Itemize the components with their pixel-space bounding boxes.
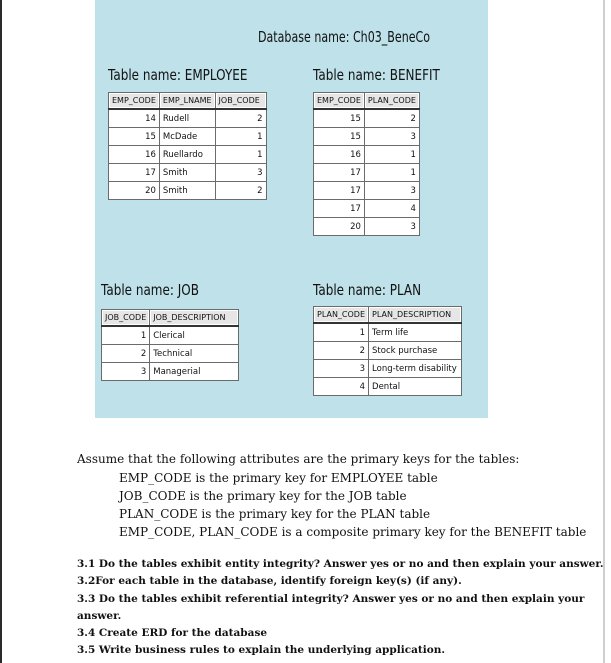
benefit-emp-code-cell: 20: [314, 218, 365, 236]
table-row: [314, 146, 420, 164]
plan-code-cell: 4: [314, 378, 369, 396]
plan-table-title: Table name: PLAN: [313, 281, 422, 299]
plan-description-cell: Dental: [369, 378, 462, 396]
question-3-4: 3.4 Create ERD for the database: [77, 627, 268, 639]
plan-col-plan-description: PLAN_DESCRIPTION: [369, 307, 462, 324]
table-row: [102, 363, 239, 381]
benefit-table-title: Table name: BENEFIT: [313, 66, 440, 84]
employee-col-job-code: JOB_CODE: [215, 93, 266, 110]
job-code-cell: 2: [102, 345, 150, 363]
table-row: [102, 345, 239, 363]
employee-job-code-cell: 1: [215, 128, 266, 146]
job-table: [101, 309, 239, 381]
employee-emp-lname-cell: McDade: [159, 128, 215, 146]
employee-col-emp-lname: EMP_LNAME: [159, 93, 215, 110]
table-row: [109, 109, 267, 128]
table-row: [109, 182, 267, 200]
table-row: [314, 360, 462, 378]
assumption-item: JOB_CODE is the primary key for the JOB table: [119, 489, 407, 503]
employee-emp-lname-cell: Smith: [159, 182, 215, 200]
table-row: [109, 164, 267, 182]
question-3-3: 3.3 Do the tables exhibit referential integrity? Answer yes or no and then explain your: [77, 593, 585, 605]
assumption-item: EMP_CODE, PLAN_CODE is a composite primary key for the BENEFIT table: [119, 525, 587, 539]
employee-table: [108, 92, 267, 200]
plan-code-cell: 3: [314, 360, 369, 378]
table-row: [102, 326, 239, 345]
job-table-title: Table name: JOB: [101, 281, 199, 299]
database-title: Database name: Ch03_BeneCo: [258, 28, 431, 46]
plan-description-cell: Stock purchase: [369, 342, 462, 360]
plan-description-cell: Long-term disability: [369, 360, 462, 378]
table-row: [314, 164, 420, 182]
employee-emp-code-cell: 20: [109, 182, 160, 200]
employee-emp-code-cell: 16: [109, 146, 160, 164]
plan-description-cell: Term life: [369, 323, 462, 342]
question-3-3-continued: answer.: [77, 610, 122, 622]
plan-table: [313, 306, 462, 396]
benefit-col-emp-code: EMP_CODE: [314, 93, 365, 110]
assumptions-intro: Assume that the following attributes are the primary keys for the tables:: [77, 452, 520, 466]
employee-emp-code-cell: 14: [109, 109, 160, 128]
employee-col-emp-code: EMP_CODE: [109, 93, 160, 110]
benefit-plan-code-cell: 4: [364, 200, 419, 218]
question-3-1: 3.1 Do the tables exhibit entity integrity? Answer yes or no and then explain your answer.: [77, 558, 604, 570]
table-row: [109, 128, 267, 146]
table-row: [314, 128, 420, 146]
employee-table-title: Table name: EMPLOYEE: [108, 66, 248, 84]
job-col-job-description: JOB_DESCRIPTION: [150, 310, 239, 327]
employee-job-code-cell: 3: [215, 164, 266, 182]
benefit-emp-code-cell: 17: [314, 164, 365, 182]
benefit-emp-code-cell: 17: [314, 200, 365, 218]
benefit-col-plan-code: PLAN_CODE: [364, 93, 419, 110]
employee-emp-lname-cell: Smith: [159, 164, 215, 182]
job-code-cell: 3: [102, 363, 150, 381]
employee-emp-code-cell: 15: [109, 128, 160, 146]
job-code-cell: 1: [102, 326, 150, 345]
benefit-emp-code-cell: 15: [314, 109, 365, 128]
benefit-table: [313, 92, 420, 236]
table-row: [314, 378, 462, 396]
benefit-emp-code-cell: 16: [314, 146, 365, 164]
table-row: [314, 109, 420, 128]
benefit-emp-code-cell: 17: [314, 182, 365, 200]
table-row: [314, 200, 420, 218]
plan-col-plan-code: PLAN_CODE: [314, 307, 369, 324]
job-description-cell: Technical: [150, 345, 239, 363]
table-row: [109, 146, 267, 164]
plan-code-cell: 1: [314, 323, 369, 342]
benefit-plan-code-cell: 3: [364, 182, 419, 200]
table-row: [314, 342, 462, 360]
left-page-edge: [0, 0, 2, 663]
plan-code-cell: 2: [314, 342, 369, 360]
employee-job-code-cell: 2: [215, 109, 266, 128]
benefit-plan-code-cell: 3: [364, 128, 419, 146]
benefit-plan-code-cell: 1: [364, 146, 419, 164]
job-description-cell: Managerial: [150, 363, 239, 381]
job-description-cell: Clerical: [150, 326, 239, 345]
question-3-2: 3.2For each table in the database, identify foreign key(s) (if any).: [77, 575, 462, 587]
table-row: [314, 182, 420, 200]
assumption-item: PLAN_CODE is the primary key for the PLAN table: [119, 507, 431, 521]
employee-job-code-cell: 1: [215, 146, 266, 164]
benefit-emp-code-cell: 15: [314, 128, 365, 146]
benefit-plan-code-cell: 2: [364, 109, 419, 128]
employee-emp-code-cell: 17: [109, 164, 160, 182]
employee-emp-lname-cell: Rudell: [159, 109, 215, 128]
benefit-plan-code-cell: 3: [364, 218, 419, 236]
job-col-job-code: JOB_CODE: [102, 310, 150, 327]
benefit-plan-code-cell: 1: [364, 164, 419, 182]
question-3-5: 3.5 Write business rules to explain the underlying application.: [77, 644, 446, 656]
employee-job-code-cell: 2: [215, 182, 266, 200]
table-row: [314, 218, 420, 236]
table-row: [314, 323, 462, 342]
employee-emp-lname-cell: Ruellardo: [159, 146, 215, 164]
assumption-item: EMP_CODE is the primary key for EMPLOYEE table: [119, 471, 438, 485]
